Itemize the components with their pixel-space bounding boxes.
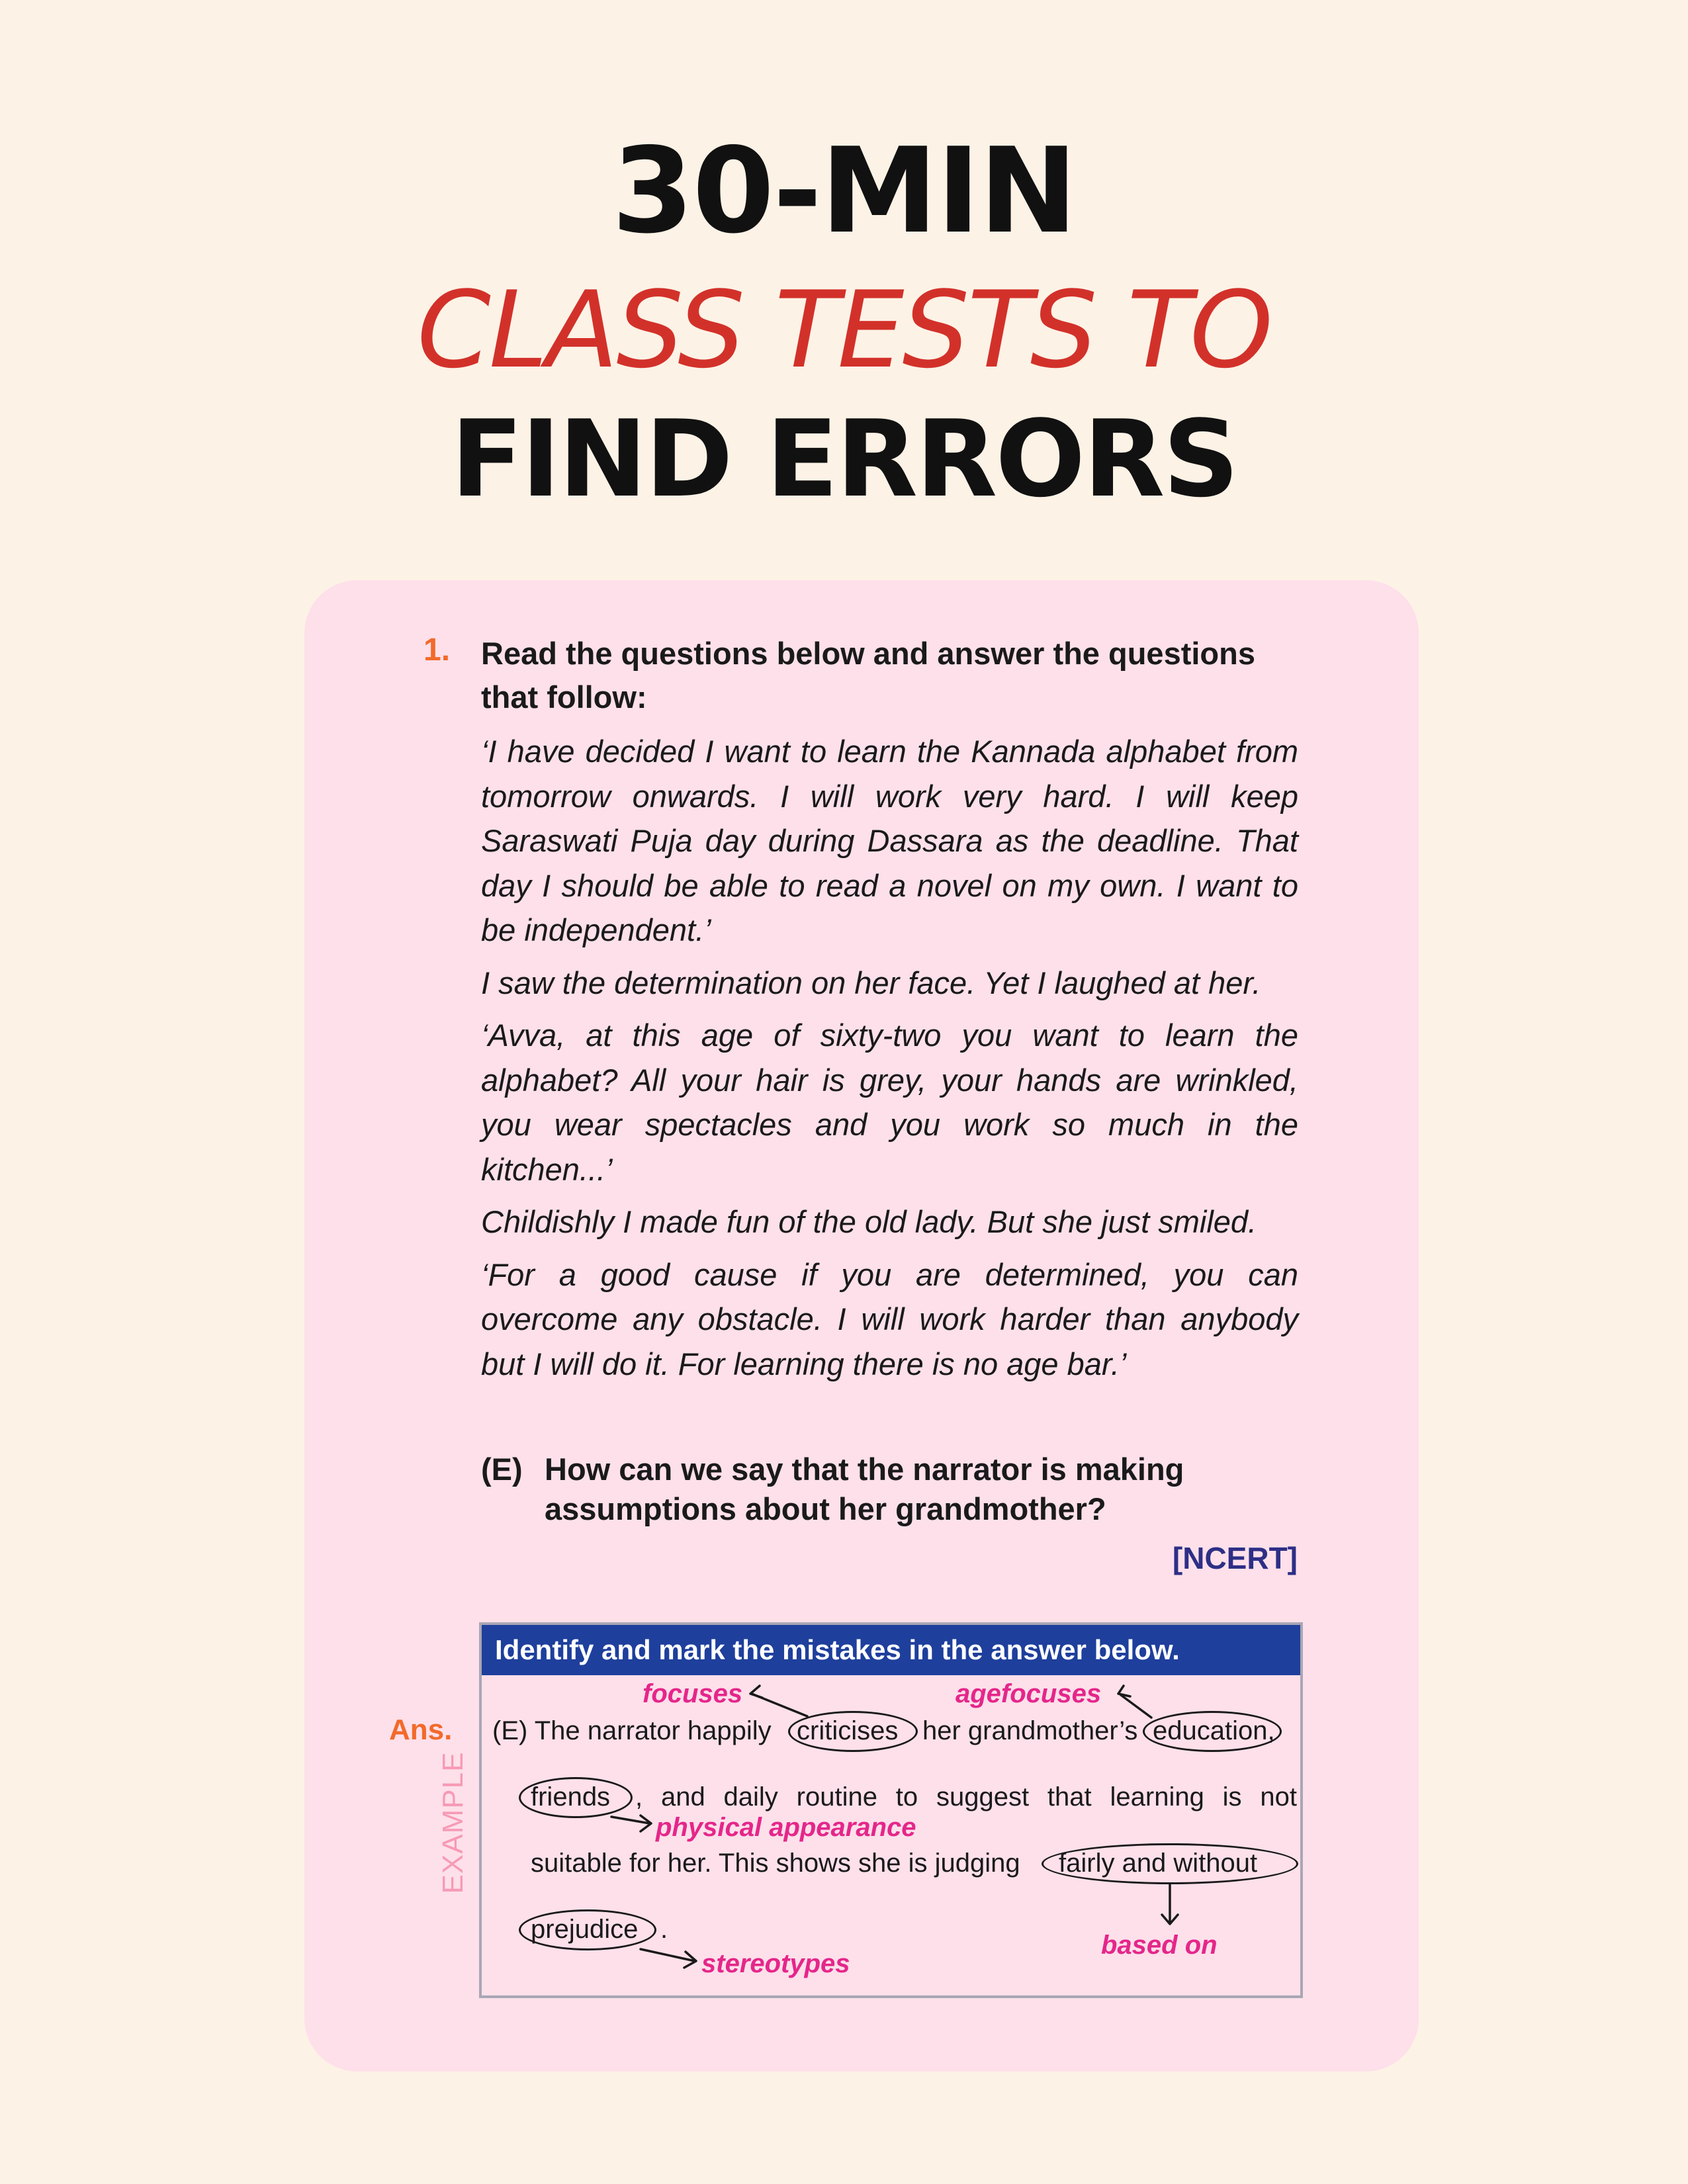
answer-box — [479, 1622, 1303, 1998]
passage-paragraph: ‘For a good cause if you are determined, you can overcome any obstacle. I will work harder than anybody but I will do it. For learning there is no age bar.’ — [481, 1256, 1298, 1381]
passage-paragraph: ‘I have decided I want to learn the Kannada alphabet from tomorrow onwards. I will work very hard. I will keep Saraswati Puja day during Dassara as the deadline. That day I should be able to read a novel on my own. I want to be independent.’ — [481, 734, 1298, 947]
passage-paragraph: ‘Avva, at this age of sixty-two you want to learn the alphabet? All your hair is grey, your hands are wrinkled, you wear spectacles and you work so much in the kitchen...’ — [481, 1018, 1298, 1187]
answer-line4-suffix: . — [660, 1915, 668, 1944]
sub-question-text: How can we say that the narrator is making assumptions about her grandmother? — [545, 1452, 1184, 1526]
passage-paragraph: I saw the determination on her face. Yet I laughed at her. — [481, 965, 1261, 1000]
mistake-friends: friends — [531, 1782, 611, 1812]
passage-paragraph: Childishly I made fun of the old lady. But she just smiled. — [481, 1204, 1257, 1239]
answer-line3-prefix: suitable for her. This shows she is judging — [531, 1849, 1020, 1878]
correction-stereotypes: stereotypes — [701, 1949, 850, 1978]
question-heading: Read the questions below and answer the questions that follow: — [481, 636, 1255, 715]
correction-agefocuses: agefocuses — [955, 1679, 1102, 1708]
answer-line1-prefix: (E) The narrator happily — [492, 1716, 772, 1745]
source-tag: [NCERT] — [1172, 1541, 1298, 1575]
mistake-criticises: criticises — [797, 1716, 899, 1745]
arrow-line — [1121, 1695, 1151, 1718]
answer-line1-mid: her grandmother’s — [922, 1716, 1138, 1745]
correction-physical-appearance: physical appearance — [656, 1813, 916, 1842]
title-line-2: CLASS TESTS TO — [417, 268, 1271, 392]
answer-label: Ans. — [389, 1714, 453, 1746]
arrow-head — [1118, 1686, 1130, 1696]
title-line-3: FIND ERRORS — [451, 397, 1237, 521]
example-label: EXAMPLE — [437, 1751, 469, 1894]
title-line-1: 30-MIN — [611, 122, 1077, 259]
correction-based-on: based on — [1101, 1931, 1218, 1960]
arrow-line — [641, 1949, 695, 1961]
correction-arrows — [482, 1625, 1306, 2001]
arrow-head — [750, 1686, 762, 1698]
passage — [481, 729, 1298, 1394]
mistake-prejudice: prejudice — [531, 1915, 639, 1944]
answer-box-header: Identify and mark the mistakes in the answer below. — [482, 1625, 1300, 1675]
question-number: 1. — [423, 633, 451, 668]
mistake-education: education, — [1153, 1716, 1275, 1745]
answer-line2-rest: , and daily routine to suggest that learning is not — [635, 1782, 1297, 1812]
sub-question-label: (E) — [481, 1452, 523, 1487]
mistake-fairly-and-without: fairly and without — [1059, 1849, 1258, 1878]
correction-focuses: focuses — [643, 1679, 743, 1708]
